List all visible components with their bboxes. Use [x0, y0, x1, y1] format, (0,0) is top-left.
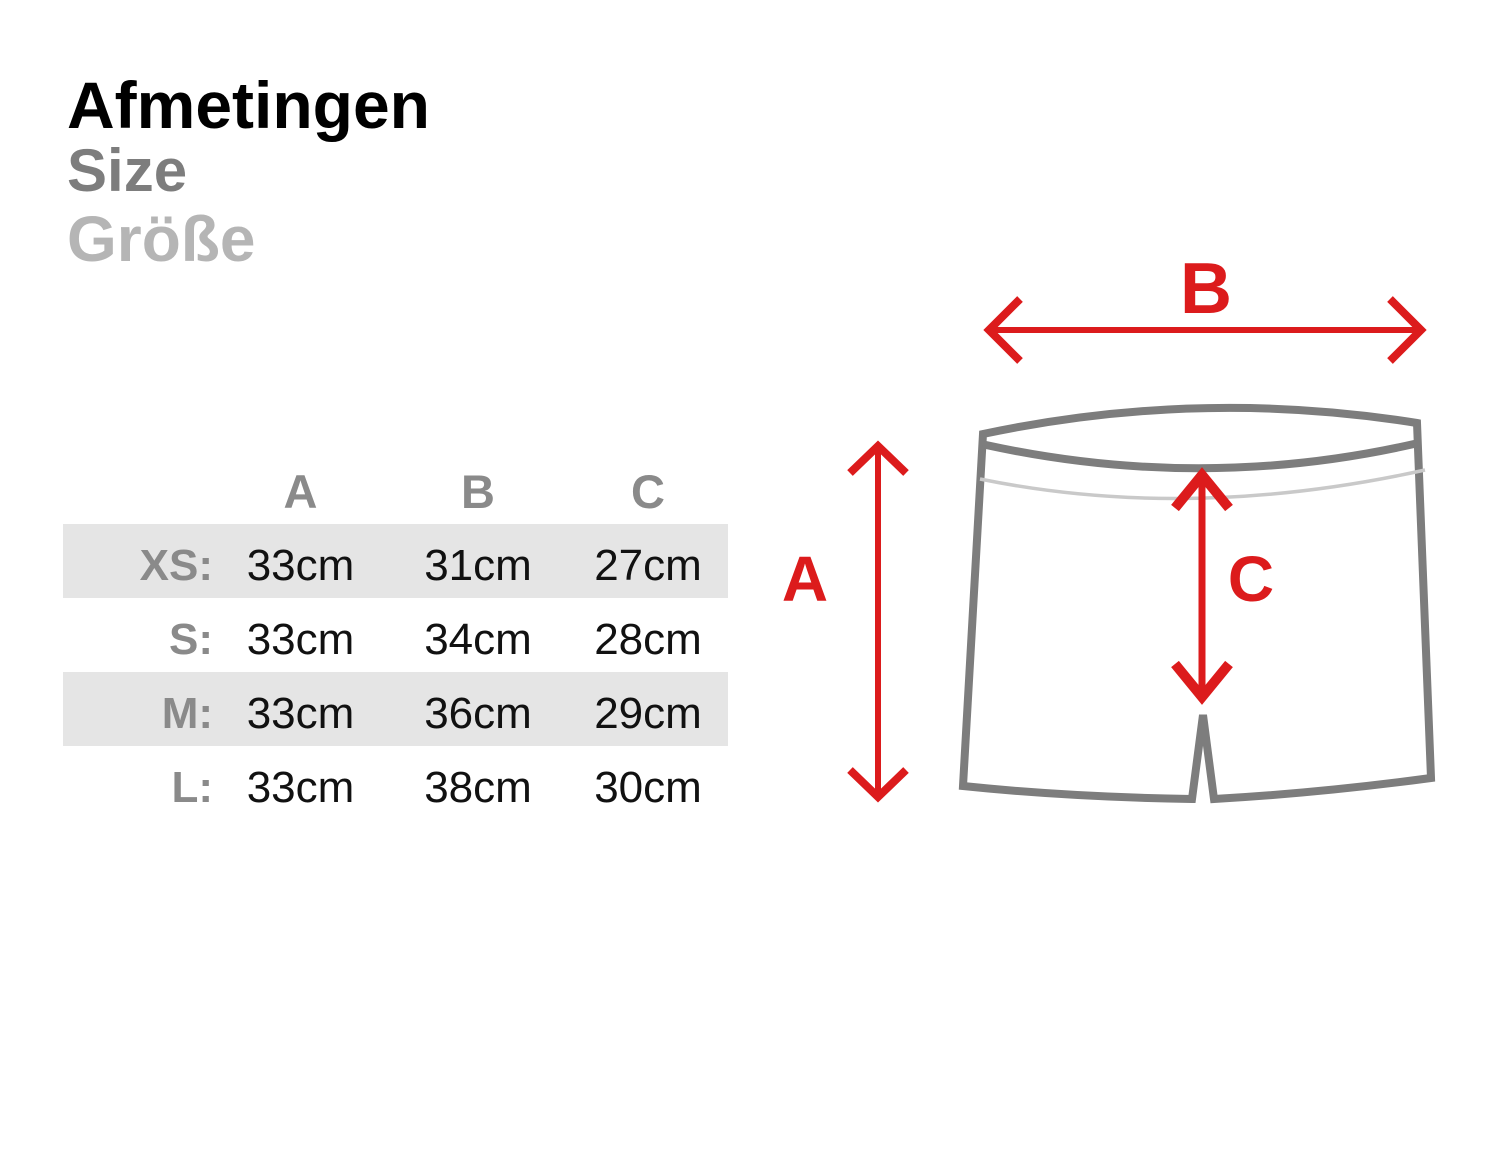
table-row-l: [63, 746, 728, 820]
column-header-a: A: [283, 464, 318, 518]
column-header-b: B: [461, 464, 495, 518]
cell-l-c: 30cm: [594, 763, 702, 812]
cell-xs-a: 33cm: [246, 541, 355, 590]
column-header-c: C: [631, 464, 665, 518]
cell-s-a: 33cm: [246, 615, 355, 664]
cell-s-c: 28cm: [594, 615, 702, 664]
measure-b-label: B: [1180, 249, 1232, 329]
table-row-m: [63, 672, 728, 746]
cell-xs-c: 27cm: [594, 541, 702, 590]
table-row-xs: [63, 524, 728, 598]
cell-l-b: 38cm: [424, 763, 532, 812]
shorts-measurement-diagram: [760, 240, 1460, 820]
cell-l-a: 33cm: [246, 763, 355, 812]
table-row-s: [63, 598, 728, 672]
title-german: Größe: [67, 203, 256, 275]
measure-a-label: A: [781, 543, 829, 615]
row-label-l: L:: [171, 763, 213, 812]
title-english: Size: [67, 137, 188, 204]
cell-m-c: 29cm: [594, 689, 702, 738]
cell-s-b: 34cm: [424, 615, 532, 664]
cell-m-a: 33cm: [246, 689, 355, 738]
title-dutch: Afmetingen: [67, 68, 430, 142]
row-label-m: M:: [161, 689, 213, 738]
title-block: [67, 68, 430, 275]
measure-c-label: C: [1227, 543, 1275, 615]
cell-xs-b: 31cm: [424, 541, 532, 590]
row-label-s: S:: [169, 615, 213, 664]
table-header-row: [63, 458, 728, 524]
size-table: [63, 458, 728, 820]
arrow-a: [850, 446, 906, 797]
cell-m-b: 36cm: [424, 689, 532, 738]
row-label-xs: XS:: [139, 541, 213, 590]
